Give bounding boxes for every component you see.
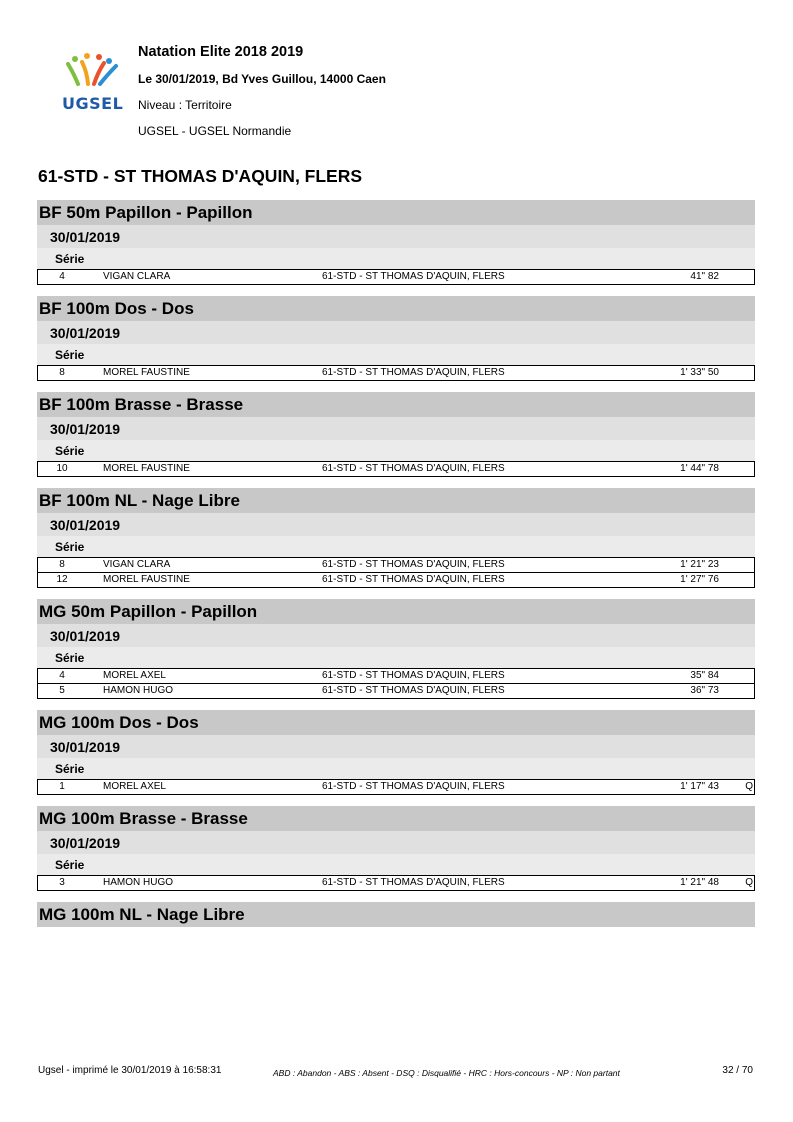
serie-label: Série [37,440,755,461]
event-section [37,392,755,477]
result-row [38,558,754,572]
result-time: 1' 33" 50 [680,367,719,378]
serie-label: Série [37,248,755,269]
swimmer-club: 61-STD - ST THOMAS D'AQUIN, FLERS [322,271,505,282]
swimmer-name: MOREL AXEL [103,670,166,681]
result-time: 1' 17" 43 [680,781,719,792]
serie-label: Série [37,344,755,365]
result-rank: 5 [59,685,65,696]
event-section [37,296,755,381]
swimmer-name: HAMON HUGO [103,877,173,888]
result-time: 36" 73 [690,685,719,696]
swimmer-name: MOREL FAUSTINE [103,463,190,474]
event-section [37,806,755,891]
results-table [37,557,755,588]
logo-text: UGSEL [62,94,124,113]
event-title: MG 100m Brasse - Brasse [37,806,755,831]
result-row [38,572,754,587]
club-title: 61-STD - ST THOMAS D'AQUIN, FLERS [38,166,363,186]
serie-label: Série [37,758,755,779]
footer-legend: ABD : Abandon - ABS : Absent - DSQ : Disqualifié - HRC : Hors-concours - NP : Non partant [273,1068,620,1078]
footer-printed: Ugsel - imprimé le 30/01/2019 à 16:58:31 [38,1065,222,1076]
result-rank: 1 [59,781,65,792]
result-row [38,780,754,794]
event-section [37,488,755,588]
result-time: 1' 27" 76 [680,574,719,585]
results-table [37,875,755,891]
result-rank: 10 [56,463,68,474]
event-title: BF 100m Brasse - Brasse [37,392,755,417]
serie-label: Série [37,536,755,557]
result-time: 1' 21" 23 [680,559,719,570]
result-row [38,462,754,476]
result-time: 41" 82 [690,271,719,282]
event-section [37,902,755,927]
result-time: 35" 84 [690,670,719,681]
result-rank: 3 [59,877,65,888]
event-date: 30/01/2019 [37,225,755,248]
swimmer-club: 61-STD - ST THOMAS D'AQUIN, FLERS [322,670,505,681]
swimmer-name: HAMON HUGO [103,685,173,696]
result-rank: 12 [56,574,68,585]
qualified-flag: Q [745,781,753,792]
event-title: BF 100m NL - Nage Libre [37,488,755,513]
swimmer-club: 61-STD - ST THOMAS D'AQUIN, FLERS [322,574,505,585]
swimmer-club: 61-STD - ST THOMAS D'AQUIN, FLERS [322,367,505,378]
results-table [37,461,755,477]
event-title: BF 50m Papillon - Papillon [37,200,755,225]
swimmer-name: VIGAN CLARA [103,271,171,282]
serie-label: Série [37,854,755,875]
qualified-flag: Q [745,877,753,888]
swimmer-name: MOREL FAUSTINE [103,367,190,378]
event-date: 30/01/2019 [37,624,755,647]
event-date: 30/01/2019 [37,417,755,440]
result-row [38,270,754,284]
result-row [38,876,754,890]
footer-page-number: 32 / 70 [722,1065,753,1076]
results-table [37,269,755,285]
swimmers-logo-icon [62,52,126,94]
results-table [37,779,755,795]
swimmer-club: 61-STD - ST THOMAS D'AQUIN, FLERS [322,685,505,696]
result-row [38,683,754,698]
event-date: 30/01/2019 [37,831,755,854]
competition-title: Natation Elite 2018 2019 [138,44,304,60]
result-row [38,366,754,380]
results-table [37,365,755,381]
event-date: 30/01/2019 [37,321,755,344]
competition-organization: UGSEL - UGSEL Normandie [138,124,292,138]
swimmer-club: 61-STD - ST THOMAS D'AQUIN, FLERS [322,559,505,570]
result-rank: 4 [59,670,65,681]
event-title: BF 100m Dos - Dos [37,296,755,321]
serie-label: Série [37,647,755,668]
result-rank: 8 [59,559,65,570]
result-time: 1' 21" 48 [680,877,719,888]
swimmer-name: VIGAN CLARA [103,559,171,570]
result-row [38,669,754,683]
competition-date-location: Le 30/01/2019, Bd Yves Guillou, 14000 Caen [138,72,386,86]
event-title: MG 100m NL - Nage Libre [37,902,755,927]
swimmer-name: MOREL FAUSTINE [103,574,190,585]
result-rank: 4 [59,271,65,282]
events-list [37,200,755,938]
swimmer-club: 61-STD - ST THOMAS D'AQUIN, FLERS [322,877,505,888]
results-table [37,668,755,699]
result-time: 1' 44" 78 [680,463,719,474]
swimmer-name: MOREL AXEL [103,781,166,792]
swimmer-club: 61-STD - ST THOMAS D'AQUIN, FLERS [322,463,505,474]
event-title: MG 50m Papillon - Papillon [37,599,755,624]
swimmer-club: 61-STD - ST THOMAS D'AQUIN, FLERS [322,781,505,792]
event-date: 30/01/2019 [37,513,755,536]
event-title: MG 100m Dos - Dos [37,710,755,735]
event-date: 30/01/2019 [37,735,755,758]
result-rank: 8 [59,367,65,378]
competition-level: Niveau : Territoire [138,98,232,112]
event-section [37,710,755,795]
event-section [37,599,755,699]
ugsel-logo [62,52,126,112]
event-section [37,200,755,285]
